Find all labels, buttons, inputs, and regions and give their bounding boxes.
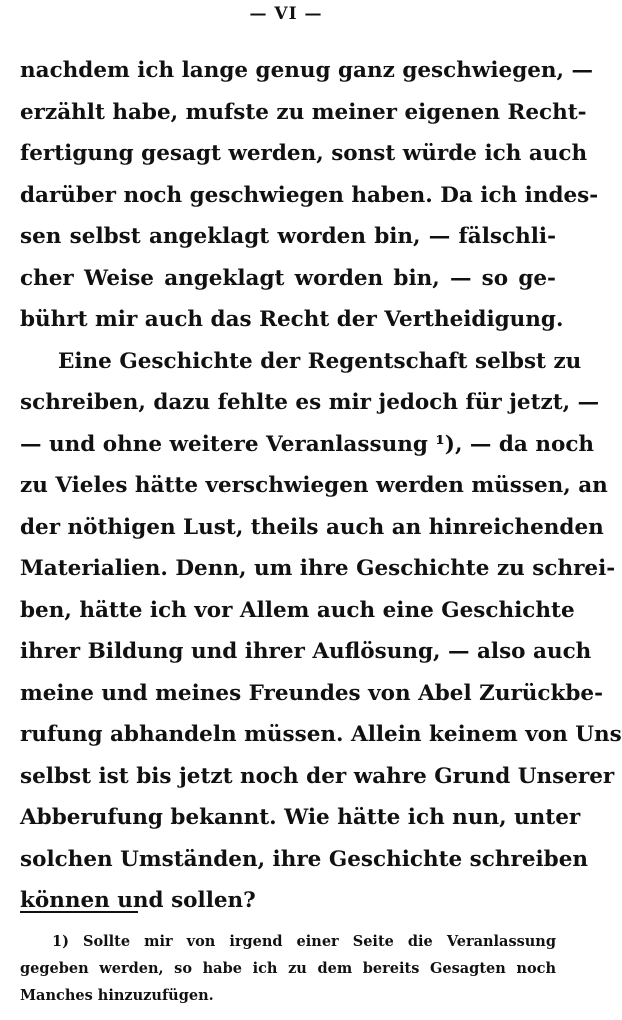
text-line: solchen Umständen, ihre Geschichte schreiben bbox=[20, 846, 589, 872]
text-line: können und sollen? bbox=[20, 888, 256, 913]
page-number-header: — VI — bbox=[249, 4, 323, 24]
text-line: selbst ist bis jetzt noch der wahre Grund Unserer bbox=[20, 763, 615, 789]
text-line: cher Weise angeklagt worden bin, — so ge- bbox=[20, 265, 556, 291]
text-line: bührt mir auch das Recht der Vertheidigung. bbox=[20, 307, 564, 332]
text-line: Materialien. Denn, um ihre Geschichte zu schrei- bbox=[20, 556, 616, 581]
footnote-line: gegeben werden, so habe ich zu dem bereits Gesagten noch bbox=[20, 960, 556, 977]
text-line: ihrer Bildung und ihrer Auflösung, — also auch bbox=[20, 639, 592, 664]
text-line: — und ohne weitere Veranlassung ¹), — da noch bbox=[20, 431, 595, 457]
footnote-line: 1) Sollte mir von irgend einer Seite die Veranlassung bbox=[52, 933, 556, 950]
text-line: nachdem ich lange genug ganz geschwiegen, — bbox=[20, 58, 594, 83]
footnote-divider bbox=[20, 911, 138, 913]
footnote-line: Manches hinzuzufügen. bbox=[20, 987, 214, 1004]
text-line: zu Vieles hätte verschwiegen werden müssen, an bbox=[20, 473, 608, 498]
body-text bbox=[20, 50, 622, 922]
text-line: sen selbst angeklagt worden bin, — fälschli- bbox=[20, 224, 556, 249]
text-line: darüber noch geschwiegen haben. Da ich indes- bbox=[20, 182, 599, 208]
text-line: meine und meines Freundes von Abel Zurückbe- bbox=[20, 680, 604, 706]
text-line: rufung abhandeln müssen. Allein keinem von Uns bbox=[20, 722, 622, 747]
text-line: ben, hätte ich vor Allem auch eine Geschichte bbox=[20, 597, 575, 623]
paragraph-start-line: Eine Geschichte der Regentschaft selbst zu bbox=[58, 348, 582, 374]
footnote bbox=[20, 928, 556, 1009]
text-line: der nöthigen Lust, theils auch an hinreichenden bbox=[20, 514, 604, 540]
text-line: fertigung gesagt werden, sonst würde ich auch bbox=[20, 141, 588, 166]
text-line: Abberufung bekannt. Wie hätte ich nun, unter bbox=[20, 805, 581, 830]
text-line: schreiben, dazu fehlte es mir jedoch für jetzt, — bbox=[20, 390, 600, 415]
text-line: erzählt habe, mufste zu meiner eigenen Recht- bbox=[20, 99, 587, 125]
